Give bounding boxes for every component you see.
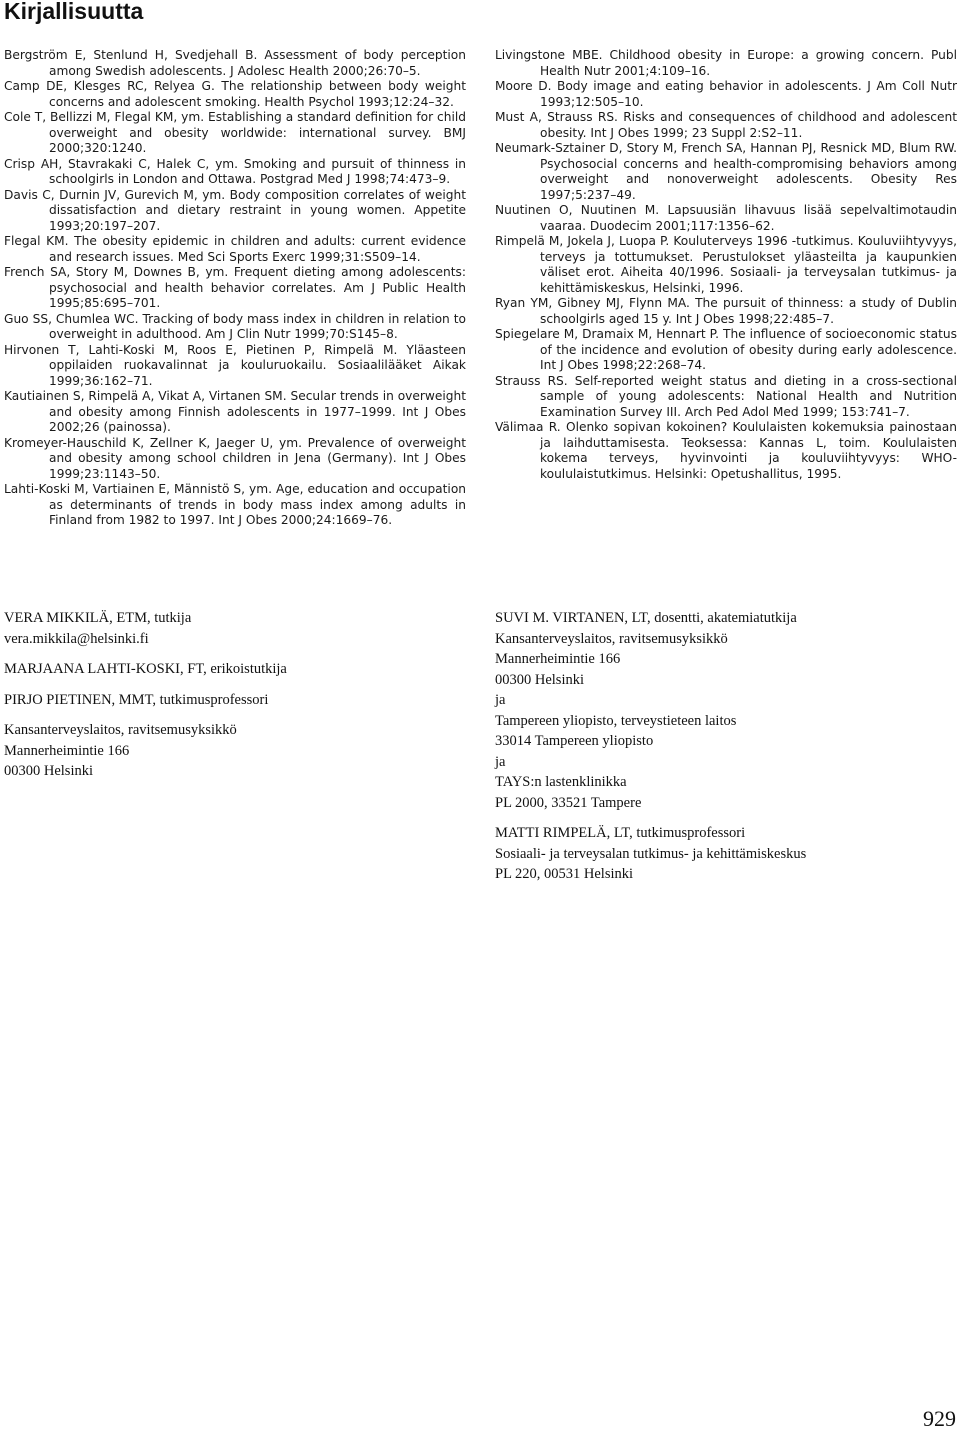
page-heading: Kirjallisuutta [4, 0, 144, 24]
reference-entry: Livingstone MBE. Childhood obesity in Europe: a growing concern. Publ Health Nutr 2001;4:109–16. [495, 48, 957, 78]
reference-entry: Strauss RS. Self-reported weight status and dieting in a cross-sectional sample of young adolescents: National Health and Nutrition Examination Survey III. Arch Ped Adol Med 1999; 153:741–7. [495, 373, 957, 419]
author-line: ja [495, 753, 506, 770]
author-info-right [495, 608, 955, 895]
reference-entry: Cole T, Bellizzi M, Flegal KM, ym. Establishing a standard definition for child overweight and obesity worldwide: international survey. BMJ 2000;320:1240. [4, 110, 466, 155]
reference-entry: Flegal KM. The obesity epidemic in children and adults: current evidence and research issues. Med Sci Sports Exerc 1999;31:S509–14. [4, 234, 466, 264]
author-line: SUVI M. VIRTANEN, LT, dosentti, akatemiatutkija [495, 610, 797, 626]
author-line: MARJAANA LAHTI-KOSKI, FT, erikoistutkija [4, 661, 287, 677]
author-line: PL 2000, 33521 Tampere [495, 794, 642, 811]
author-line: 33014 Tampereen yliopisto [495, 733, 654, 749]
reference-entry: Neumark-Sztainer D, Story M, French SA, Hannan PJ, Resnick MD, Blum RW. Psychosocial concerns and health-compromising behaviors among overweight and nonoverweight adolescents. Obesity Res 1997;5:237–49. [495, 141, 957, 202]
reference-entry: Spiegelare M, Dramaix M, Hennart P. The influence of socioeconomic status of the incidence and evolution of obesity during early adolescence. Int J Obes 1998;22:268–74. [495, 327, 957, 372]
author-line: PIRJO PIETINEN, MMT, tutkimusprofessori [4, 691, 269, 708]
author-block [4, 720, 444, 782]
author-block [495, 823, 955, 885]
author-line: Mannerheimintie 166 [4, 742, 130, 759]
author-line: 00300 Helsinki [4, 763, 94, 779]
author-line: 00300 Helsinki [495, 671, 585, 688]
author-block [4, 659, 444, 680]
reference-entry: Kromeyer-Hauschild K, Zellner K, Jaeger U, ym. Prevalence of overweight and obesity among school children in Jena (Germany). Int J Obes 1999;23:1143–50. [4, 435, 466, 481]
reference-entry: Camp DE, Klesges RC, Relyea G. The relationship between body weight concerns and adolescent smoking. Health Psychol 1993;12:24–32. [4, 79, 466, 109]
page-number: 929 [923, 1406, 956, 1431]
reference-entry: Hirvonen T, Lahti-Koski M, Roos E, Pietinen P, Rimpelä M. Yläasteen oppilaiden ruokavalinnat ja kouluruokailu. Sosiaalilääket Aikak 1999;36:162–71. [4, 342, 466, 388]
reference-entry: Guo SS, Chumlea WC. Tracking of body mass index in children in relation to overweight in adulthood. Am J Clin Nutr 1999;70:S145–8. [4, 311, 466, 341]
author-line: vera.mikkila@helsinki.fi [4, 630, 149, 647]
reference-list-left [4, 48, 466, 529]
author-line: VERA MIKKILÄ, ETM, tutkija [4, 610, 192, 626]
reference-entry: Lahti-Koski M, Vartiainen E, Männistö S, ym. Age, education and occupation as determinants of trends in body mass index among adults in Finland from 1982 to 1997. Int J Obes 2000;24:1669–76. [4, 482, 466, 527]
author-line: PL 220, 00531 Helsinki [495, 866, 634, 882]
reference-entry: Crisp AH, Stavrakaki C, Halek C, ym. Smoking and pursuit of thinness in schoolgirls in London and Ottawa. Postgrad Med J 1998;74:473–9. [4, 156, 466, 186]
author-info-left [4, 608, 444, 792]
reference-entry: Ryan YM, Gibney MJ, Flynn MA. The pursuit of thinness: a study of Dublin schoolgirls aged 15 y. Int J Obes 1998;22:485–7. [495, 296, 957, 326]
reference-entry: Moore D. Body image and eating behavior in adolescents. J Am Coll Nutr 1993;12:505–10. [495, 79, 957, 109]
reference-entry: French SA, Story M, Downes B, ym. Frequent dieting among adolescents: psychosocial and health behavior correlates. Am J Public Health 1995;85:695–701. [4, 265, 466, 310]
reference-entry: Välimaa R. Olenko sopivan kokoinen? Koululaisten kokemuksia painostaan ja laihduttamisesta. Teoksessa: Kannas L, toim. Koululaisten kokema terveys, hyvinvointi ja kouluviihtyvyys: WHO-koululaistutkimus. Helsinki: Opetushallitus, 1995. [495, 420, 957, 481]
reference-entry: Bergström E, Stenlund H, Svedjehall B. Assessment of body perception among Swedish adolescents. J Adolesc Health 2000;26:70–5. [4, 48, 466, 78]
author-line: MATTI RIMPELÄ, LT, tutkimusprofessori [495, 825, 746, 841]
reference-entry: Must A, Strauss RS. Risks and consequences of childhood and adolescent obesity. Int J Obes 1999; 23 Suppl 2:S2–11. [495, 110, 957, 140]
author-block [4, 608, 444, 649]
author-line: Sosiaali- ja terveysalan tutkimus- ja kehittämiskeskus [495, 845, 807, 862]
reference-entry: Nuutinen O, Nuutinen M. Lapsuusiän lihavuus lisää sepelvaltimotaudin vaaraa. Duodecim 2001;117:1356–62. [495, 203, 957, 233]
reference-entry: Kautiainen S, Rimpelä A, Vikat A, Virtanen SM. Secular trends in overweight and obesity among Finnish adolescents in 1977–1999. Int J Obes 2002;26 (painossa). [4, 389, 466, 434]
author-line: Kansanterveyslaitos, ravitsemusyksikkö [4, 722, 237, 738]
reference-entry: Davis C, Durnin JV, Gurevich M, ym. Body composition correlates of weight dissatisfaction and dietary restraint in young women. Appetite 1993;20:197–207. [4, 187, 466, 233]
author-line: TAYS:n lastenklinikka [495, 774, 627, 790]
author-block [495, 608, 955, 813]
author-line: Kansanterveyslaitos, ravitsemusyksikkö [495, 630, 728, 647]
author-line: ja [495, 692, 506, 708]
reference-list-right [495, 48, 957, 482]
reference-entry: Rimpelä M, Jokela J, Luopa P. Kouluterveys 1996 -tutkimus. Kouluviihtyvyys, terveys ja tottumukset. Perustulokset yläasteilta ja kaupunkien väliset erot. Aiheita 40/1996. Sosiaali- ja terveysalan tutkimus- ja kehittämiskeskus, Helsinki, 1996. [495, 234, 957, 295]
author-line: Tampereen yliopisto, terveystieteen laitos [495, 712, 737, 729]
author-block [4, 690, 444, 711]
author-line: Mannerheimintie 166 [495, 651, 621, 667]
